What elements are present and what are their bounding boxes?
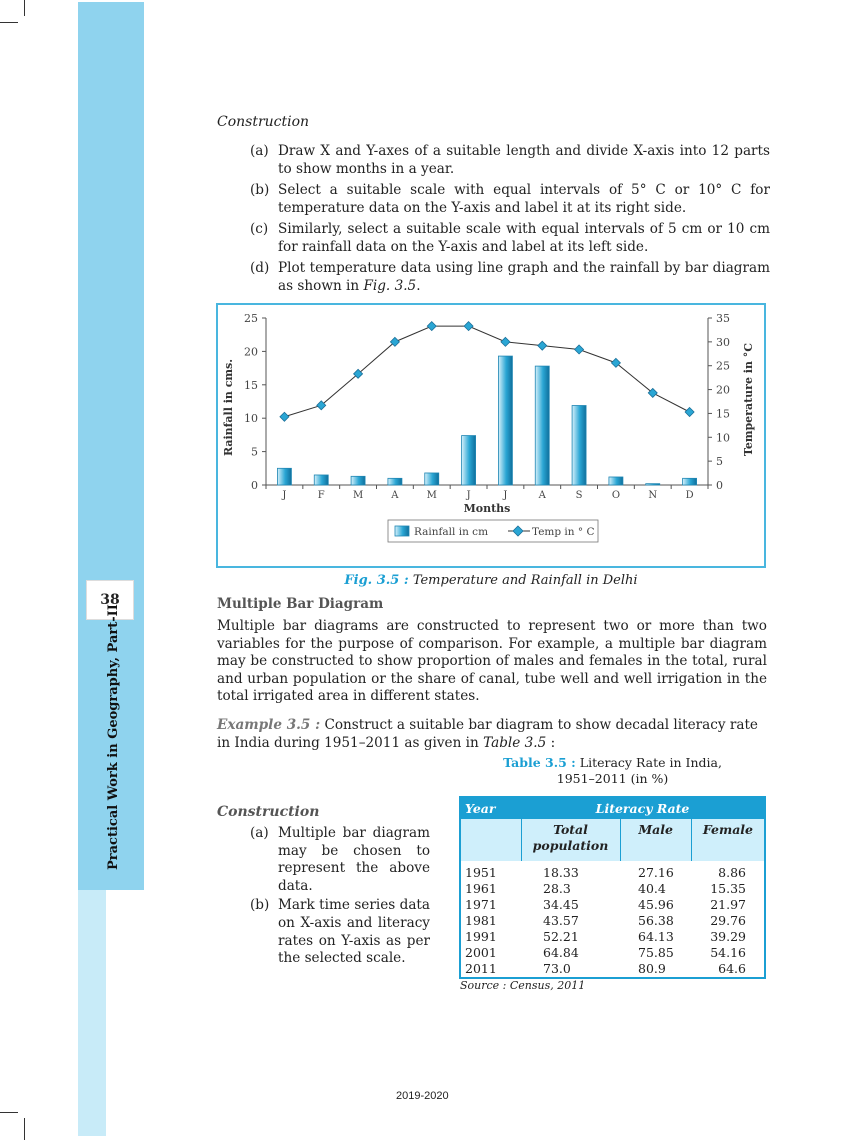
section-heading: Multiple Bar Diagram [217, 596, 384, 612]
y-tick-label-right: 10 [716, 431, 730, 445]
construction-step [250, 142, 770, 178]
construction-step [250, 220, 770, 256]
step-label: (a) [250, 143, 269, 159]
rainfall-bar [277, 468, 291, 485]
cell-year: 1971 [465, 897, 497, 912]
x-tick-label: F [317, 490, 325, 501]
step-text: Mark time series data on X-axis and literacy rates on Y-axis as per the selected scale. [278, 897, 430, 967]
figure-caption-text: Temperature and Rainfall in Delhi [412, 573, 638, 588]
step-text [278, 259, 770, 295]
table-reference: Table 3.5 [483, 734, 547, 751]
crop-mark [24, 0, 25, 16]
x-tick-label: M [426, 490, 437, 501]
legend-label-temp: Temp in ° C [532, 526, 595, 538]
side-band-lower [78, 890, 106, 1136]
cell-total: 34.45 [543, 897, 579, 912]
legend-swatch-rainfall [395, 526, 409, 536]
table-row [460, 913, 765, 929]
cell-year: 2001 [465, 945, 497, 960]
y-tick-label-right: 5 [716, 455, 723, 469]
temperature-point [501, 337, 510, 346]
y-tick-label-right: 0 [716, 479, 723, 492]
cell-male: 80.9 [638, 961, 666, 976]
step-label: (a) [250, 825, 269, 841]
step-label: (c) [250, 221, 269, 237]
header-literacy-rate: Literacy Rate [521, 797, 765, 819]
x-tick-label: M [352, 490, 364, 501]
table-row [460, 861, 765, 881]
temperature-point [280, 412, 289, 421]
rainfall-bar [535, 366, 549, 485]
table-header-row [460, 797, 765, 819]
figure-number: Fig. 3.5 : [344, 573, 409, 588]
x-tick-label: S [575, 490, 583, 501]
rainfall-bar [388, 478, 402, 485]
table-row [460, 881, 765, 897]
rainfall-bar [572, 406, 586, 485]
cell-female: 29.76 [710, 913, 746, 928]
crop-mark [0, 22, 18, 23]
cell-year: 1961 [465, 881, 497, 896]
y-tick-label-right: 25 [716, 359, 730, 373]
table-row [460, 897, 765, 913]
step-label: (b) [250, 182, 270, 198]
rainfall-bar [609, 477, 623, 485]
header-blank [460, 819, 521, 861]
table-subheader-row [460, 819, 765, 861]
cell-year: 2011 [465, 961, 497, 976]
rainfall-bar [683, 478, 697, 485]
cell-male: 64.13 [638, 929, 674, 944]
legend-label-rainfall: Rainfall in cm [414, 526, 489, 538]
cell-female: 64.6 [718, 961, 746, 976]
rainfall-bar [646, 484, 660, 485]
cell-year: 1991 [465, 929, 497, 944]
table-number: Table 3.5 : [503, 755, 576, 770]
y-tick-label-right: 35 [716, 312, 730, 325]
x-tick-label: J [282, 490, 287, 501]
temperature-point [538, 341, 547, 350]
step-text: Select a suitable scale with equal intervals of 5° C or 10° C for temperature data on the Y-axis and label it at its right side. [278, 182, 770, 216]
temperature-point [685, 407, 694, 416]
y-axis-label-right: Temperature in °C [742, 342, 755, 457]
table-body [460, 861, 765, 978]
table-caption-line1: Literacy Rate in India, [579, 755, 722, 770]
example-paragraph [217, 717, 767, 752]
x-tick-label: J [503, 490, 508, 501]
construction-heading: Construction [217, 114, 310, 130]
cell-year: 1951 [465, 865, 497, 880]
construction-heading-2: Construction [217, 804, 320, 820]
y-tick-label-left: 20 [244, 345, 258, 359]
example-text-after: : [546, 734, 556, 751]
cell-female: 8.86 [718, 865, 746, 880]
table-caption [460, 755, 765, 787]
step-label: (d) [250, 260, 270, 276]
body-paragraph: Multiple bar diagrams are constructed to represent two or more than two variables for the purpose of comparison. For example, a multiple bar diagram may be constructed to show proportion of males and females in the total, rural and urban population or the share of canal, tube well and well irrigation in the total irrigated area in different states. [217, 618, 767, 705]
cell-female: 21.97 [710, 897, 746, 912]
header-year: Year [460, 797, 521, 819]
construction-steps-2 [250, 825, 430, 970]
crop-mark [24, 1118, 25, 1140]
x-tick-label: D [685, 490, 694, 501]
cell-total: 52.21 [543, 929, 579, 944]
cell-female: 39.29 [710, 929, 746, 944]
cell-year: 1981 [465, 913, 497, 928]
y-tick-label-left: 15 [244, 378, 258, 392]
running-title: Practical Work in Geography, Part-II [106, 604, 121, 870]
rainfall-bar [462, 436, 476, 485]
y-tick-label-left: 25 [244, 312, 258, 325]
y-tick-label-left: 0 [251, 479, 258, 492]
y-tick-label-right: 20 [716, 383, 730, 397]
step-label: (b) [250, 897, 270, 914]
construction-steps [250, 142, 770, 298]
cell-total: 18.33 [543, 865, 579, 880]
construction-step [250, 825, 430, 895]
y-tick-label-right: 30 [716, 335, 730, 349]
cell-female: 54.16 [710, 945, 746, 960]
cell-female: 15.35 [710, 881, 746, 896]
construction-step [250, 259, 770, 295]
temperature-point [427, 322, 436, 331]
step-text-before: Plot temperature data using line graph and the rainfall by bar diagram as shown in [278, 260, 770, 294]
y-axis-label-left: Rainfall in cms. [222, 358, 235, 457]
rainfall-bar [351, 476, 365, 485]
cell-total: 43.57 [543, 913, 579, 928]
cell-male: 75.85 [638, 945, 674, 960]
x-tick-label: A [391, 490, 399, 501]
cell-male: 27.16 [638, 865, 674, 880]
step-text: Multiple bar diagram may be chosen to represent the above data. [278, 825, 430, 894]
fig-reference: Fig. 3.5 [363, 278, 417, 294]
rainfall-bar [314, 475, 328, 485]
x-tick-label: N [648, 490, 658, 501]
y-tick-label-right: 15 [716, 407, 730, 421]
x-tick-label: A [538, 490, 546, 501]
header-total: Total population [521, 819, 620, 861]
cell-total: 64.84 [543, 945, 579, 960]
example-text-before: Construct a suitable bar diagram to show decadal literacy rate in India during 1951–2011 as given in [217, 717, 758, 751]
page-number: 38 [86, 580, 134, 620]
literacy-table [459, 796, 766, 979]
temperature-point [575, 345, 584, 354]
example-label: Example 3.5 : [217, 717, 321, 733]
cell-male: 40.4 [638, 881, 666, 896]
table-row [460, 929, 765, 945]
y-tick-label-left: 5 [251, 445, 258, 459]
crop-mark [0, 1112, 18, 1113]
rainfall-bar [425, 473, 439, 485]
construction-step [250, 181, 770, 217]
chart-frame [216, 303, 766, 568]
footer-year: 2019-2020 [396, 1090, 449, 1102]
table-row [460, 961, 765, 978]
cell-male: 56.38 [638, 913, 674, 928]
temperature-point [464, 322, 473, 331]
cell-male: 45.96 [638, 897, 674, 912]
x-axis-label: Months [463, 502, 511, 515]
construction-step [250, 897, 430, 967]
step-text: Draw X and Y-axes of a suitable length and divide X-axis into 12 parts to show months in a year. [278, 143, 770, 177]
table-row [460, 945, 765, 961]
cell-total: 28.3 [543, 881, 571, 896]
cell-total: 73.0 [543, 961, 571, 976]
x-tick-label: J [466, 490, 471, 501]
table-caption-line2: 1951–2011 (in %) [556, 771, 669, 786]
x-tick-label: O [611, 490, 621, 501]
temperature-line [284, 326, 689, 417]
rainfall-bar [498, 356, 512, 485]
y-tick-label-left: 10 [244, 412, 258, 426]
figure-caption [216, 573, 766, 588]
temperature-rainfall-chart [218, 305, 764, 566]
step-text: Similarly, select a suitable scale with equal intervals of 5 cm or 10 cm for rainfall data on the Y-axis and label at its left side. [278, 221, 770, 255]
header-male: Male [620, 819, 691, 861]
step-text-after: . [416, 278, 421, 294]
header-female: Female [691, 819, 765, 861]
table-source: Source : Census, 2011 [460, 979, 586, 992]
